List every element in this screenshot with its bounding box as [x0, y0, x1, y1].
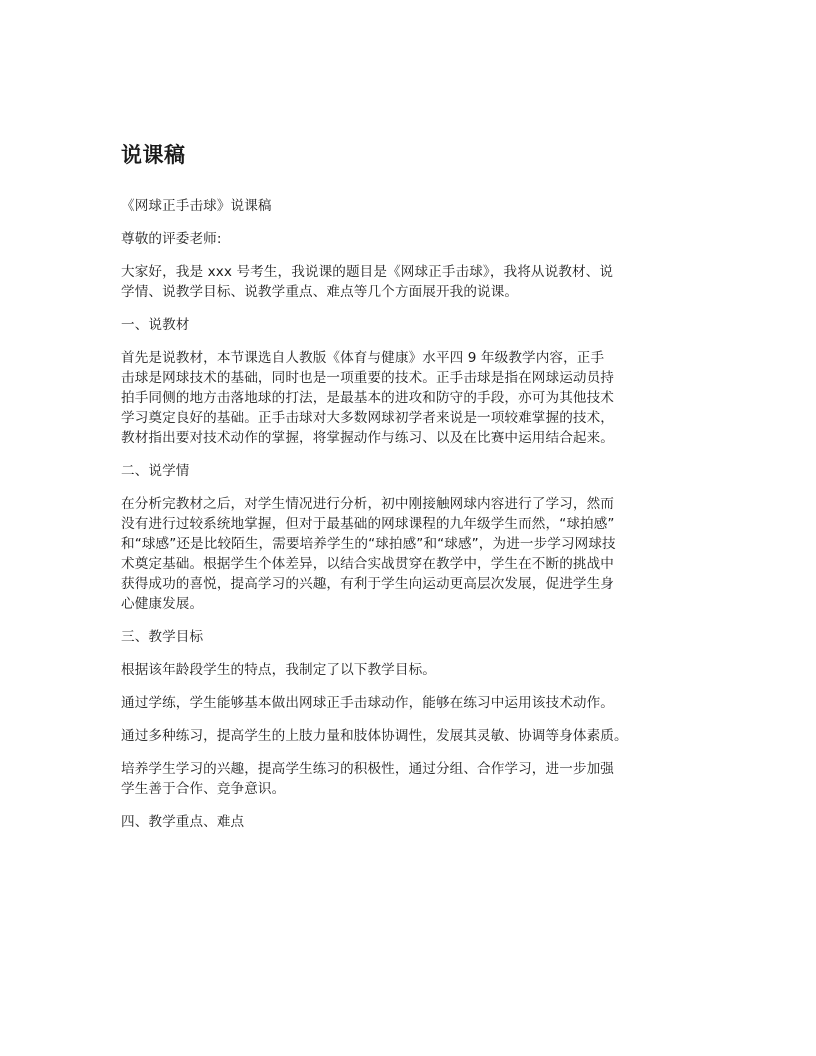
document-page [121, 140, 707, 845]
goal-item: 通过多种练习，提高学生的上肢力量和肢体协调性，发展其灵敏、协调等身体素质。 [121, 728, 628, 744]
page-title: 说课稿 [121, 143, 186, 167]
document-subtitle: 《网球正手击球》说课稿 [121, 198, 272, 214]
section-heading-key-points: 四、教学重点、难点 [121, 814, 245, 830]
intro-paragraph: 大家好，我是 xxx 号考生，我说课的题目是《网球正手击球》，我将从说教材、说 学情、说教学目标、说教学重点、难点等几个方面展开我的说课。 [121, 264, 614, 300]
textbook-paragraph: 首先是说教材，本节课选自人教版《体育与健康》水平四 9 年级教学内容，正手 击球是网球技术的基础，同时也是一项重要的技术。正手击球是指在网球运动员持 拍手同侧的地方击落地球的打法，是最基本的进攻和防守的手段，亦可为其他技术 学习奠定良好的基础。正手击球对大多数网球初学者来说是一项较难掌握的技术， 教材指出要对技术动作的掌握，将掌握动作与练习、以及在比赛中运用结合起来。 [121, 350, 614, 446]
greeting: 尊敬的评委老师: [121, 231, 222, 247]
section-heading-textbook: 一、说教材 [121, 317, 190, 333]
section-heading-goals: 三、教学目标 [121, 629, 204, 645]
goals-intro: 根据该年龄段学生的特点，我制定了以下教学目标。 [121, 662, 436, 678]
students-paragraph: 在分析完教材之后，对学生情况进行分析，初中刚接触网球内容进行了学习，然而 没有进行过较系统地掌握，但对于最基础的网球课程的九年级学生而然，“球拍感” 和“球感”还是比较陌生，需要培养学生的“球拍感”和“球感”，为进一步学习网球技 术奠定基础。根据学生个体差异，以结合实战贯穿在教学中，学生在不断的挑战中 获得成功的喜悦，提高学习的兴趣，有利于学生向运动更高层次发展，促进学生身 心健康发展。 [121, 496, 616, 612]
section-heading-students: 二、说学情 [121, 463, 190, 479]
goal-item: 培养学生学习的兴趣，提高学生练习的积极性，通过分组、合作学习，进一步加强 学生善于合作、竞争意识。 [121, 761, 614, 797]
goal-item: 通过学练，学生能够基本做出网球正手击球动作，能够在练习中运用该技术动作。 [121, 695, 614, 711]
